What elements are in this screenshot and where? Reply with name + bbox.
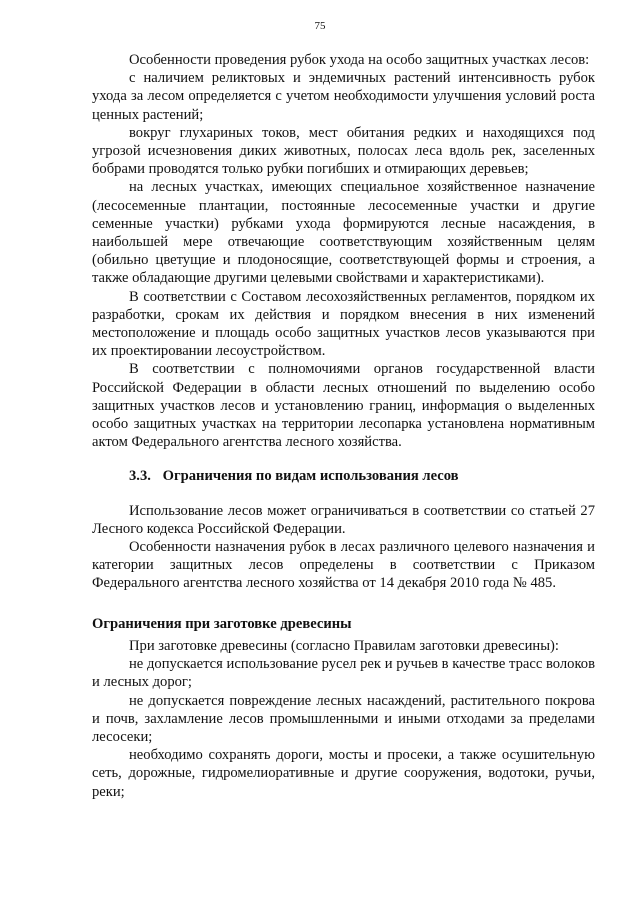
subheading: Ограничения при заготовке древесины	[92, 615, 352, 632]
page-number: 75	[314, 20, 326, 32]
paragraph: не допускается использование русел рек и ручьев в качестве трасс волоков и лесных дорог;	[92, 656, 595, 691]
paragraph: При заготовке древесины (согласно Правилам заготовки древесины):	[129, 637, 559, 654]
paragraph: Особенности назначения рубок в лесах различного целевого назначения и категории защитных лесов определены в соответствии с Приказом Федерального агентства лесного хозяйства от 14 декабря 2010 года № 485.	[92, 539, 595, 592]
paragraph: вокруг глухариных токов, мест обитания редких и находящихся под угрозой исчезновения диких животных, полосах леса вдоль рек, заселенных бобрами проводятся только рубки погибших и отмирающих деревьев;	[92, 124, 595, 178]
paragraph: Использование лесов может ограничиваться в соответствии со статьей 27 Лесного кодекса Российской Федерации.	[92, 502, 595, 537]
paragraph: на лесных участках, имеющих специальное хозяйственное назначение (лесосеменные плантации, постоянные лесосеменные участки и другие семенные участки) рубками ухода формируются лесные насаждения, в наибольшей мере отвечающие соответствующим хозяйственным целям (обильно цветущие и плодоносящие, соответствующей формы и строения, а также обладающие другими целевыми свойствами и характеристиками).	[92, 179, 595, 287]
section-title: Ограничения по видам использования лесов	[162, 468, 459, 485]
paragraph: В соответствии с полномочиями органов государственной власти Российской Федерации в области лесных отношений по выделению особо защитных участков лесов и установлению границ, информация о выделенных особо защитных участках на территории лесопарка установлена нормативным актом Федерального агентства лесного хозяйства.	[92, 361, 595, 451]
section-number: 3.3.	[129, 468, 151, 485]
paragraph: необходимо сохранять дороги, мосты и просеки, а также осушительную сеть, дорожные, гидромелиоративные и другие сооружения, водотоки, ручьи, реки;	[92, 747, 595, 800]
paragraph: Особенности проведения рубок ухода на особо защитных участках лесов:	[129, 52, 590, 68]
paragraph: не допускается повреждение лесных насаждений, растительного покрова и почв, захламление лесов промышленными и иными отходами за пределами лесосеки;	[92, 692, 595, 745]
paragraph: с наличием реликтовых и эндемичных растений интенсивность рубок ухода за лесом определяется с учетом необходимости улучшения условий роста ценных растений;	[92, 70, 595, 123]
section-heading	[92, 467, 595, 485]
page-content	[92, 51, 595, 801]
paragraph: В соответствии с Составом лесохозяйственных регламентов, порядком их разработки, срокам их действия и порядком внесения в них изменений местоположение и площадь особо защитных участков лесов указываются при их проектировании лесоустройством.	[92, 288, 595, 360]
